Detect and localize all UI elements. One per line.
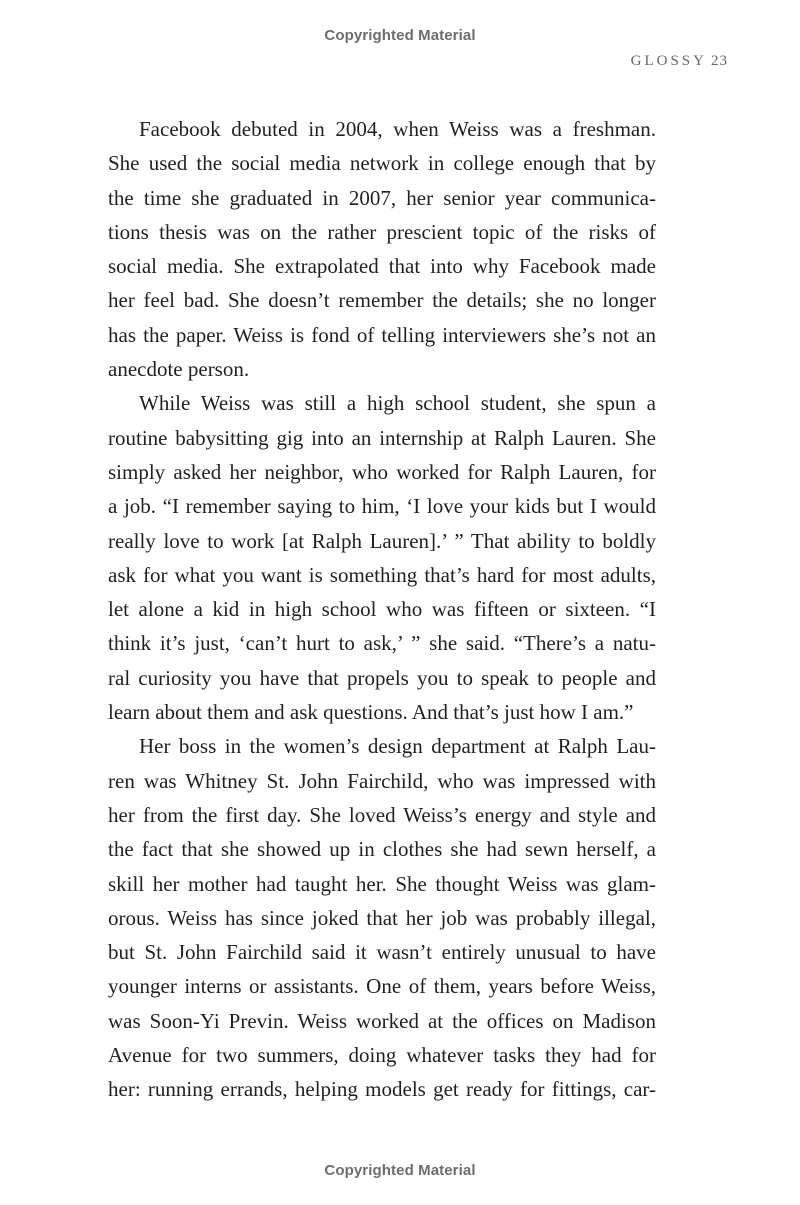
text-line: a job. “I remember saying to him, ‘I love your kids but I would xyxy=(108,494,656,519)
text-line: ren was Whitney St. John Fairchild, who was impressed with xyxy=(108,768,656,793)
text-line: but St. John Fairchild said it wasn’t entirely unusual to have xyxy=(108,940,656,965)
text-line: let alone a kid in high school who was fifteen or sixteen. “I xyxy=(108,597,656,622)
running-head-title: GLOSSY xyxy=(630,53,707,69)
text-line: Facebook debuted in 2004, when Weiss was a freshman. xyxy=(139,117,656,141)
text-line: her: running errands, helping models get ready for fittings, car- xyxy=(108,1077,656,1102)
text-line: younger interns or assistants. One of them, years before Weiss, xyxy=(108,974,656,999)
text-line: really love to work [at Ralph Lauren].’ ” That ability to boldly xyxy=(108,528,656,553)
text-line: She used the social media network in college enough that by xyxy=(108,151,656,176)
text-line: skill her mother had taught her. She thought Weiss was glam- xyxy=(108,871,656,896)
text-line: While Weiss was still a high school student, she spun a xyxy=(139,391,656,416)
text-line: Her boss in the women’s design department at Ralph Lau- xyxy=(139,734,656,759)
text-line: her feel bad. She doesn’t remember the details; she no longer xyxy=(108,288,656,313)
running-head xyxy=(631,53,728,70)
text-line: anecdote person. xyxy=(108,357,250,382)
text-line: orous. Weiss has since joked that her job was probably illegal, xyxy=(108,905,656,930)
text-line: think it’s just, ‘can’t hurt to ask,’ ” she said. “There’s a natu- xyxy=(108,631,656,656)
text-line: social media. She extrapolated that into why Facebook made xyxy=(108,254,656,279)
text-line: her from the first day. She loved Weiss’s energy and style and xyxy=(108,802,656,827)
text-line: tions thesis was on the rather prescient topic of the risks of xyxy=(108,219,656,244)
text-line: Avenue for two summers, doing whatever tasks they had for xyxy=(108,1043,656,1068)
text-line: learn about them and ask questions. And that’s just how I am.” xyxy=(108,700,634,725)
text-line: ral curiosity you have that propels you to speak to people and xyxy=(108,665,656,690)
copyright-watermark-top: Copyrighted Material xyxy=(324,27,476,44)
copyright-watermark-bottom: Copyrighted Material xyxy=(324,1162,476,1179)
text-line: routine babysitting gig into an internship at Ralph Lauren. She xyxy=(108,425,656,450)
text-line: the time she graduated in 2007, her senior year communica- xyxy=(108,185,656,210)
text-line: the fact that she showed up in clothes she had sewn herself, a xyxy=(108,837,656,862)
text-line: has the paper. Weiss is fond of telling interviewers she’s not an xyxy=(108,322,656,347)
page-number: 23 xyxy=(711,53,728,69)
text-line: simply asked her neighbor, who worked for Ralph Lauren, for xyxy=(108,459,656,484)
text-line: ask for what you want is something that’s hard for most adults, xyxy=(108,562,656,587)
body-text xyxy=(108,112,656,1107)
text-line: was Soon-Yi Previn. Weiss worked at the offices on Madison xyxy=(108,1008,656,1033)
